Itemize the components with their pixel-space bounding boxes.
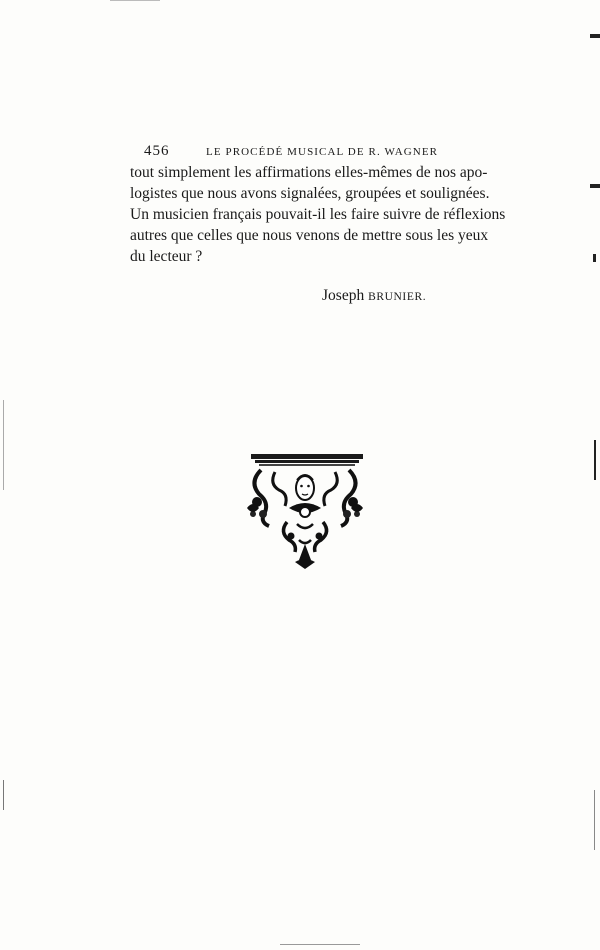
body-line: tout simplement les affirmations elles-mêmes de nos apo- [130, 164, 488, 181]
scan-edge-mark [110, 0, 160, 1]
author-surname: BRUNIER. [368, 291, 427, 303]
body-paragraph [130, 162, 506, 267]
body-line: logistes que nous avons signalées, groupées et soulignées. [130, 185, 490, 202]
scan-edge-mark [590, 184, 600, 188]
tailpiece-ornament-icon [239, 452, 371, 570]
scan-edge-mark [3, 400, 4, 490]
scan-edge-mark [590, 34, 600, 38]
scan-edge-mark [594, 440, 596, 480]
body-line: du lecteur ? [130, 248, 203, 265]
scan-edge-mark [280, 944, 360, 945]
scan-edge-mark [594, 790, 595, 850]
running-title: LE PROCÉDÉ MUSICAL DE R. WAGNER [206, 146, 439, 158]
author-signature [322, 287, 426, 305]
body-line: Un musicien français pouvait-il les faire suivre de réflexions [130, 206, 506, 223]
page-number: 456 [144, 143, 170, 159]
body-line: autres que celles que nous venons de mettre sous les yeux [130, 227, 489, 244]
scan-edge-mark [3, 780, 4, 810]
author-first-name: Joseph [322, 287, 365, 304]
scan-edge-mark [593, 254, 596, 262]
